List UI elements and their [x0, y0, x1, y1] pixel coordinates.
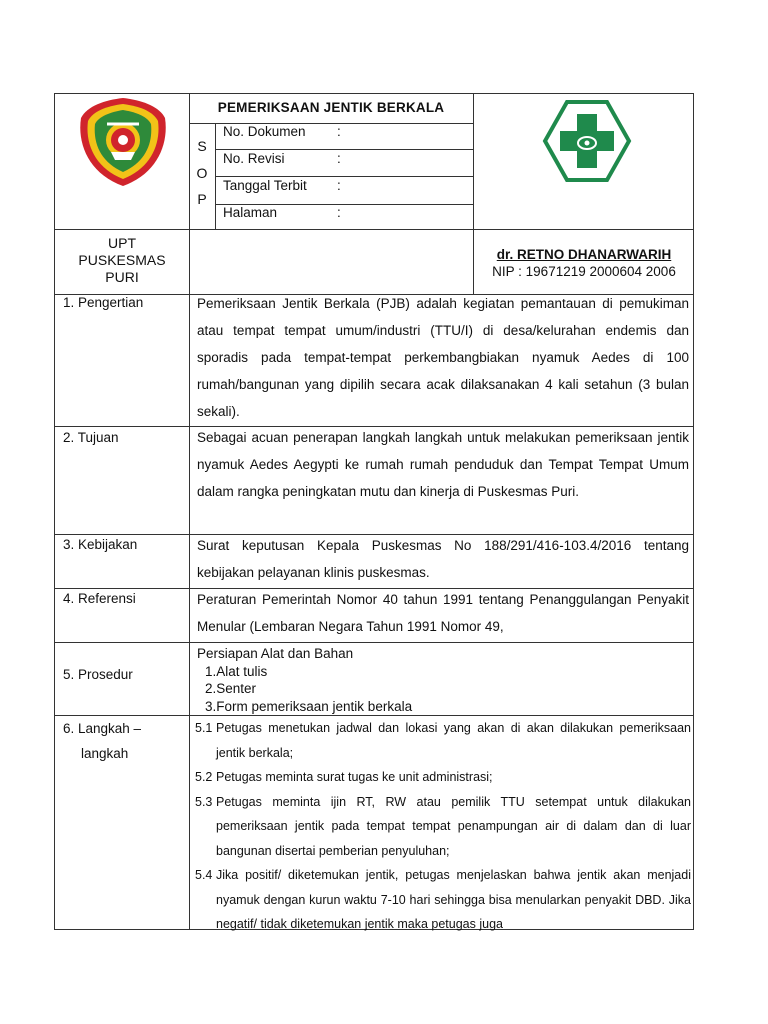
signature-row — [54, 229, 694, 295]
prosedur-item: 3.Form pemeriksaan jentik berkala — [205, 698, 413, 714]
step-item — [195, 765, 691, 790]
step-text: Petugas menetukan jadwal dan lokasi yang akan di akan dilakukan pemeriksaan jentik berkala; — [216, 721, 691, 760]
divider — [189, 294, 190, 929]
prosedur-item: 1.Alat tulis — [205, 663, 268, 679]
langkah-steps — [195, 716, 691, 937]
field-colon: : — [337, 178, 341, 193]
sop-header — [54, 93, 694, 230]
unit-line: PUSKESMAS — [78, 252, 166, 268]
step-item — [195, 790, 691, 864]
step-item — [195, 863, 691, 937]
section-text-prosedur — [197, 645, 689, 715]
field-colon: : — [337, 205, 341, 220]
section-label-prosedur: 5. Prosedur — [63, 667, 133, 682]
prosedur-heading: Persiapan Alat dan Bahan — [197, 646, 354, 661]
sop-letter: O — [196, 165, 208, 181]
puskesmas-cross-emblem-icon — [541, 96, 633, 186]
step-text: Jika positif/ diketemukan jentik, petugas menjelaskan bahwa jentik akan menjadi nyamuk dengan kurun waktu 7-10 hari sehingga bisa menularkan penyakit DBD. Jika negatif/ tidak diketemukan jentik maka petugas juga — [216, 868, 691, 931]
section-text-pengertian: Pemeriksaan Jentik Berkala (PJB) adalah kegiatan pemantauan di pemukiman atau tempat tempat umum/industri (TTU/I) di desa/kelurahan endemis dan sporadis pada tempat-tempat perkembangbiakan nyamuk Aedes di 100 rumah/bangunan yang dipilih secara acak dilaksanakan 4 kali setahun (3 bulan sekali). — [197, 296, 689, 419]
step-item — [195, 716, 691, 765]
field-label-tanggal-terbit: Tanggal Terbit — [223, 178, 307, 193]
signatory — [473, 246, 695, 280]
divider — [215, 149, 473, 150]
unit-line: UPT — [108, 235, 136, 251]
sop-letter: P — [197, 191, 207, 207]
field-label-no-revisi: No. Revisi — [223, 151, 285, 166]
document-title: PEMERIKSAAN JENTIK BERKALA — [217, 100, 445, 115]
prosedur-item: 2.Senter — [205, 681, 257, 696]
step-text: Petugas meminta ijin RT, RW atau pemilik TTU setempat untuk dilakukan pemeriksaan jentik pada tempat tempat penampungan air di dalam dan di luar bangunan disertai pemberian penyuluhan; — [216, 794, 691, 858]
section-label-tujuan: 2. Tujuan — [63, 430, 119, 445]
step-text: Petugas meminta surat tugas ke unit administrasi; — [216, 770, 493, 784]
row-divider — [55, 642, 693, 643]
section-label-pengertian: 1. Pengertian — [63, 295, 144, 310]
divider — [473, 94, 474, 229]
unit-line: PURI — [105, 269, 139, 285]
langkah-label-line: 6. Langkah – — [63, 721, 142, 736]
section-label-langkah — [63, 716, 187, 766]
divider — [189, 229, 190, 294]
field-colon: : — [337, 151, 341, 166]
field-label-halaman: Halaman — [223, 205, 278, 220]
section-label-kebijakan: 3. Kebijakan — [63, 537, 138, 552]
section-text-tujuan: Sebagai acuan penerapan langkah langkah untuk melakukan pemeriksaan jentik nyamuk Aedes Aegypti ke rumah rumah penduduk dan Tempat Tempat Umum dalam rangka peningkatan mutu dan kinerja di Puskesmas Puri. — [197, 430, 689, 499]
step-number: 5.4 — [195, 868, 213, 882]
step-number: 5.1 — [195, 721, 213, 735]
unit-name — [55, 235, 189, 286]
langkah-label-line: langkah — [81, 746, 129, 761]
section-label-referensi: 4. Referensi — [63, 591, 136, 606]
regency-shield-emblem-icon — [77, 94, 169, 190]
sop-letter: S — [197, 138, 207, 154]
step-number: 5.2 — [195, 770, 213, 784]
signatory-nip: NIP : 19671219 2000604 2006 — [492, 264, 676, 279]
section-text-kebijakan: Surat keputusan Kepala Puskesmas No 188/291/416-103.4/2016 tentang kebijakan pelayanan klinis puskesmas. — [197, 538, 689, 580]
divider — [215, 176, 473, 177]
signatory-name: dr. RETNO DHANARWARIH — [496, 247, 672, 262]
field-colon: : — [337, 124, 341, 139]
step-number: 5.3 — [195, 794, 213, 809]
section-text-referensi: Peraturan Pemerintah Nomor 40 tahun 1991 tentang Penanggulangan Penyakit Menular (Lembaran Negara Tahun 1991 Nomor 49, — [197, 592, 689, 634]
content-table — [54, 294, 694, 930]
field-label-no-dokumen: No. Dokumen — [223, 124, 306, 139]
